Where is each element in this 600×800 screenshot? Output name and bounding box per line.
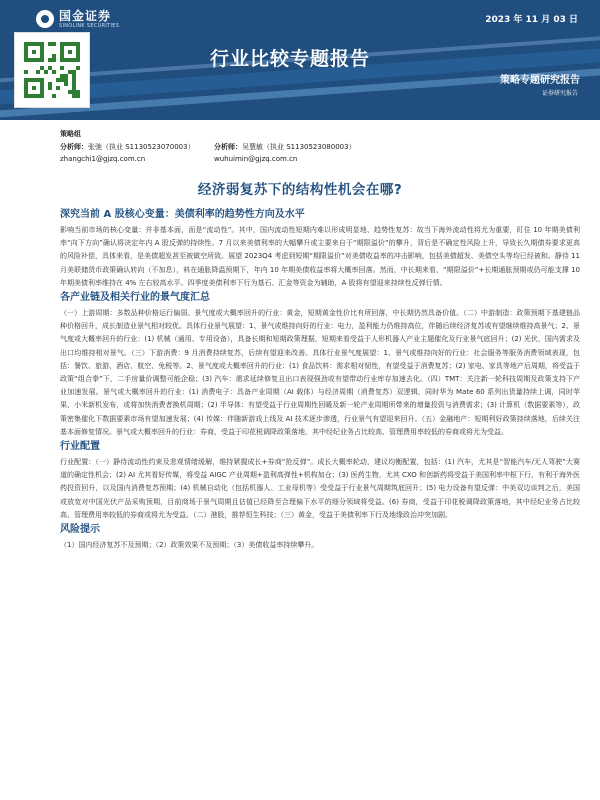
section-paragraph: 行业配置：（一）静待流动性约束及悲观情绪缓解，维持紧握成长+券商“抢反弹”。成长大概率轮动，建议均衡配置，包括：(1) 汽车，尤其是“智能汽车/无人驾驶”大赛道的确定性机会；(2) AI 尤其看好传媒，将受益 AIGC 产业周期+盈利高弹性+机构加仓；(3) 医药生物，尤其 CXO 和创新药将受益于美国利率中枢下行，有利于海外医药投资回升，以及国内消费复苏预期；(4) 机械自动化（包括机器人、工业母机等）受受益于行业景气周期筑底回升；(5) 电力设备有望反弹：中美双边谈判之后，美国或放宽对中国光伏产品采购预期，目前商场于景气周期且估值已经降至合理偏下水平的细分领域将受益。(6) 券商，受益于印花税调降政策落地，其中经纪业务占比较高、管理费用率较低的券商或将尤为受益。（二）港股，推荐恒生科技；（三）黄金，受益于美债利率下行及地缘政治冲突加剧。 bbox=[60, 458, 580, 519]
analyst-role: 分析师： bbox=[60, 143, 88, 151]
qr-module bbox=[68, 50, 72, 54]
qr-module bbox=[36, 70, 40, 74]
analyst-card bbox=[60, 141, 195, 165]
report-date: 2023 年 11 月 03 日 bbox=[485, 15, 578, 25]
qr-module bbox=[76, 58, 80, 62]
qr-module bbox=[52, 70, 56, 74]
qr-module bbox=[40, 58, 44, 62]
section-paragraph: （1）国内经济复苏不及预期；（2）政策效果不及预期；（3）美债收益率持续攀升。 bbox=[60, 541, 319, 550]
report-title: 行业比较专题报告 bbox=[210, 48, 371, 70]
logo-name-cn: 国金证券 bbox=[59, 8, 112, 23]
qr-module bbox=[64, 82, 68, 86]
section-paragraph: （一）上游周期：多数品种价格运行偏弱。景气度或大概率回升的行业：黄金，短期黄金性价比有所回落，中长期仍然具备价值。（二）中游制造：政策预期下基建链品种价格回升，成长制造业景气相对较优。具体行业景气展望：1、景气或维持向好的行业：电力，盈利能力仍维持高位，伴随后续经济复苏或有望继续维持高景气；2、景气度或大概率回升的行业：(1) 机械（通用、专用设备），具备长期和短期政策理据，短期来看受益于人形机器人产业主题催化及行业景气底回升；(2) 光伏，国内需求及出口均维持相对景气。（三）下游消费：9 月消费持续复苏，后续有望迎来改善。具体行业景气度展望：1、景气或维持向好的行业：社会服务等服务消费领域表现，包括：餐饮、旅游、酒店、航空、免税等。2、景气度或大概率回升的行业：(1) 食品饮料：需求相对韧性，有望受益于消费复苏；(2) 家电、家具等地产后周期，将受益于政策“组合拳”下，二手房量价调整可能企稳；(3) 汽车：需求延续修复且出口表现强劲或有望带动行业库存加速去化。（四）TMT：关注新一轮科技周期及政策支持下产业加速发展。景气或大概率回升的行业：(1) 消费电子：具备产业周期（AI 载体）与经济周期（消费复苏）双逻辑，同时华为 Mate 60 系列出货量持续上调，同时苹果、小米新机发布，或将加快消费者换机周期；(2) 半导体：有望受益于行业周期性回暖及新一轮产业周期所带来的增量投资与消费需求；(3) 计算机（数据要素等），政策密集催化下数据要素市场有望加速发展；(4) 传媒：伴随新游戏上线及 AI 技术逐步渗透，行业景气有望迎来回升。（五）金融地产：短期利好政策持续落地，后续关注基本面修复情况。景气或大概率回升的行业：券商，受益于印花税调降政策落地，其中经纪业务占比较高、管理费用率较低的券商或将尤为受益。 bbox=[60, 309, 580, 436]
qr-module bbox=[52, 94, 56, 98]
qr-module bbox=[56, 86, 60, 90]
report-body bbox=[60, 208, 580, 553]
qr-module bbox=[60, 66, 64, 70]
analyst-role: 分析师： bbox=[214, 143, 242, 151]
qr-module bbox=[24, 70, 28, 74]
qr-module bbox=[32, 50, 36, 54]
analyst-group-label: 策略组 bbox=[60, 130, 81, 138]
section-title: 各产业链及相关行业的景气度汇总 bbox=[60, 292, 210, 304]
section-paragraph: 影响当前市场的核心变量：并非基本面，而是“流动性”。其中，国内流动性短期内难以形成明显地、趋势性复苏：故当下海外流动性将尤为重要，盯住 10 年期美债利率“向下方向”确认将决定年内 A 股反弹的持续性。7 月以来美债利率的大幅攀升或主要来自于“期限溢价”的攀升，背后是不确定性风险上升，导致长久期债券要求更高的风险补偿，具体来看，是美债超发甚至被做空所致。展望 2023Q4 考虑到短期“期限溢价”对美债收益率的冲击影响，包括美债超发、美债空头等均已经被和。静待 11 月美联储货币政策确认转向（不加息），料在通胀降温预期下，年内 10 年期美债收益率将大概率回落。然而，中长期来看，“期限溢价”+长期通胀预期或仍可能支撑 10 年期美债利率维持在 4% 左右较高水平。四季度美债利率下行为基石、汇金等资金为辅助，A 股将有望迎来持续性反弹行情。 bbox=[60, 226, 580, 287]
qr-module bbox=[48, 86, 52, 90]
qr-module bbox=[40, 94, 44, 98]
qr-module bbox=[52, 58, 56, 62]
report-headline: 经济弱复苏下的结构性机会在哪? bbox=[197, 182, 403, 198]
section-title: 行业配置 bbox=[60, 441, 100, 453]
report-department: 证券研究报告 bbox=[541, 90, 578, 97]
company-logo bbox=[36, 8, 156, 30]
qr-module bbox=[76, 94, 80, 98]
analyst-card bbox=[214, 141, 356, 165]
section-title: 风险提示 bbox=[60, 524, 100, 536]
qr-module bbox=[52, 42, 56, 46]
qr-module bbox=[76, 66, 80, 70]
header-banner bbox=[0, 0, 600, 120]
qr-module bbox=[32, 86, 36, 90]
sinolink-logo-icon bbox=[36, 10, 54, 28]
analyst-name: 吴慧敏（执业 S1130523080003） bbox=[242, 143, 356, 151]
analyst-email[interactable]: zhangchi1@gjzq.com.cn bbox=[60, 155, 146, 163]
qr-code-icon bbox=[14, 32, 90, 108]
report-type: 策略专题研究报告 bbox=[500, 75, 580, 86]
logo-name-en: SINOLINK SECURITIES bbox=[59, 22, 120, 29]
analyst-email[interactable]: wuhuimin@gjzq.com.cn bbox=[214, 155, 298, 163]
section-title: 深究当前 A 股核心变量：美债利率的趋势性方向及水平 bbox=[60, 209, 305, 220]
analyst-name: 张弛（执业 S1130523070003） bbox=[88, 143, 195, 151]
qr-module bbox=[44, 70, 48, 74]
